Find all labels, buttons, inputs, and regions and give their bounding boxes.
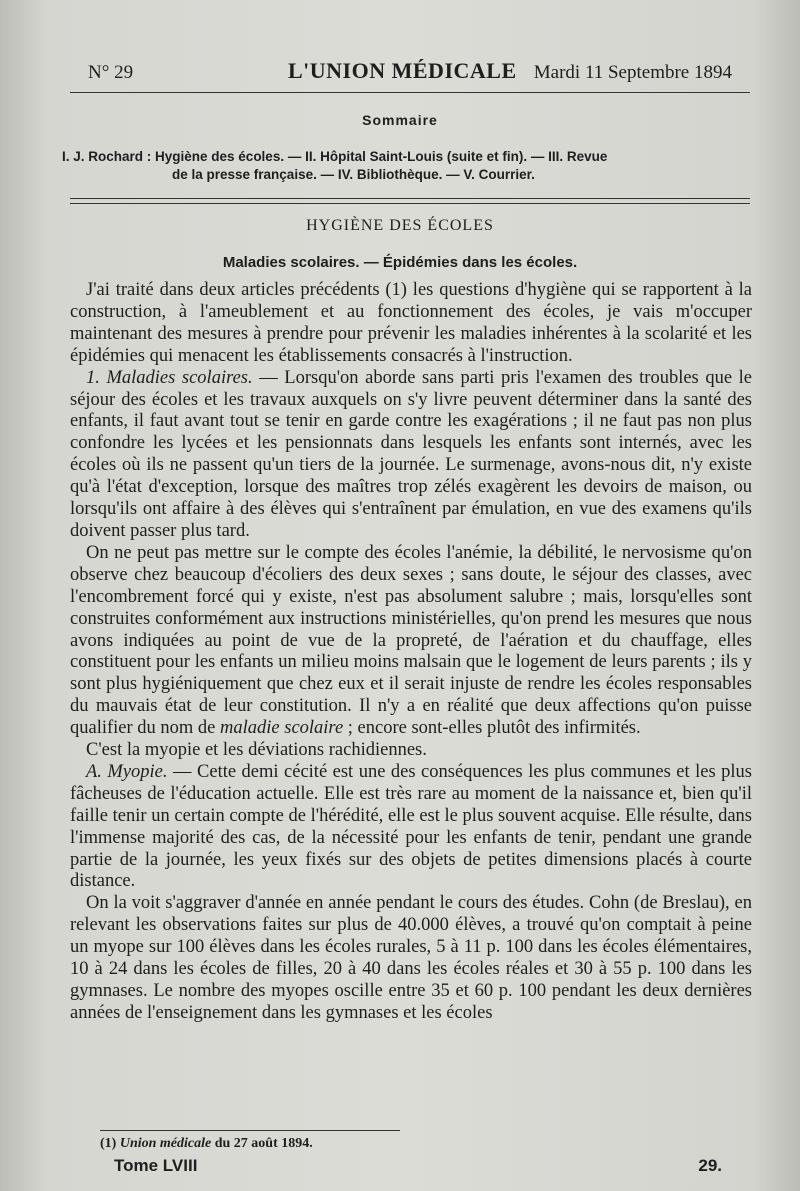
footnote-source: Union médicale — [119, 1136, 212, 1151]
running-head — [88, 58, 732, 88]
issue-number: N° 29 — [88, 62, 134, 83]
tome-label: Tome LVIII — [114, 1156, 198, 1175]
issue-date: Mardi 11 Septembre 1894 — [533, 62, 732, 83]
journal-title: L'UNION MÉDICALE — [288, 58, 517, 83]
paragraph-anemie — [70, 543, 752, 740]
term-maladie-scolaire: maladie scolaire — [220, 718, 344, 739]
sommaire-title: Sommaire — [362, 112, 438, 128]
section-title: HYGIÈNE DES ÉCOLES — [306, 217, 494, 234]
paragraph-cohn: On la voit s'aggraver d'année en année pendant le cours des études. Cohn (de Breslau), en relevant les observations faites sur plus de 40.000 élèves, a trouvé qu'on comptait à peine un myope sur 100 élèves dans les écoles rurales, 5 à 11 p. 100 dans les écoles élémentaires, 10 à 24 dans les écoles de filles, 20 à 40 dans les écoles réales et 30 à 55 p. 100 dans les gymnases. Le nombre des myopes oscille entre 35 et 60 p. 100 pendant les deux dernières années de l'enseignement dans les gymnases et les écoles — [70, 893, 752, 1023]
paragraph-intro: J'ai traité dans deux articles précédents (1) les questions d'hygiène qui se rapportent à la construction, à l'ameublement et au fonctionnement des écoles, je vais m'occuper maintenant des mesures à prendre pour prévenir les maladies inhérentes à la scolarité et les épidémies qui menacent les établissements consacrés à l'instruction. — [70, 280, 752, 366]
paragraph-maladies — [70, 368, 752, 543]
paragraph-anemie-end: ; encore sont-elles plutôt des infirmités. — [343, 718, 641, 739]
sommaire-contents — [62, 148, 738, 184]
section-subtitle: Maladies scolaires. — Épidémies dans les écoles. — [222, 254, 578, 271]
paragraph-myopie — [70, 762, 752, 893]
sommaire-rule-2 — [70, 203, 750, 204]
page-number: 29. — [698, 1156, 722, 1175]
paragraph-maladies-text: — Lorsqu'on aborde sans parti pris l'examen des troubles que le séjour des écoles et les travaux auxquels on s'y livre peuvent déterminer dans la santé des enfants, il faut avant tout se tenir en garde contre les exagérations ; il ne faut pas non plus confondre les lycées et les pensionnats dans lesquels les enfants sont internés, avec les écoles où ils ne passent qu'un tiers de la journée. Le surmenage, avons-nous dit, n'y existe qu'à l'état d'exception, lorsque des maîtres trop zélés exagèrent les devoirs de maison, ou lorsqu'ils ont affaire à des élèves qui s'entraînent par émulation, en vue des examens qu'ils doivent passer plus tard. — [70, 367, 752, 541]
footnote-mark: (1) — [100, 1136, 120, 1151]
sommaire-line-1: I. J. Rochard : Hygiène des écoles. — II. Hôpital Saint-Louis (suite et fin). — III. Revue — [62, 149, 608, 164]
paragraph-anemie-text: On ne peut pas mettre sur le compte des écoles l'anémie, la débilité, le nervosisme qu'on observe chez beaucoup d'écoliers des deux sexes ; sans doute, le séjour des classes, avec l'encombrement forcé qui y existe, n'est pas absolument salubre ; mais, lorsqu'elles sont construites conformément aux instructions ministérielles, qu'on prend les mesures que nous avons indiquées au point de vue de la propreté, de l'aération et du chauffage, elles constituent pour les enfants un milieu moins malsain que le logement de leurs parents ; ils y sont plus hygiéniquement que chez eux et il serait injuste de rendre les écoles responsables du mauvais état de leur constitution. Il n'y a en réalité que deux affections qu'on puisse qualifier du nom de — [70, 542, 752, 739]
sommaire-rule-1 — [70, 198, 750, 199]
sommaire-line-2: de la presse française. — IV. Bibliothèque. — V. Courrier. — [172, 167, 535, 182]
paragraph-myopie-text: — Cette demi cécité est une des conséquences les plus communes et les plus fâcheuses de l'éducation actuelle. Elle est très rare au moment de la naissance et, bien qu'il faille tenir un certain compte de l'hérédité, elle est le plus souvent acquise. Elle résulte, dans l'immense majorité des cas, de la nécessité pour les enfants de tenir, pendant une grande partie de la journée, les yeux fixés sur des objets de petites dimensions placés à courte distance. — [70, 761, 752, 892]
footnote-rule — [100, 1130, 400, 1131]
heading-maladies-scolaires: 1. Maladies scolaires. — [86, 367, 253, 388]
header-rule — [70, 92, 750, 93]
article-body — [70, 280, 752, 1025]
footnote-rest: du 27 août 1894. — [211, 1136, 313, 1151]
footnote — [100, 1136, 313, 1152]
heading-myopie: A. Myopie. — [86, 761, 168, 782]
paragraph-myopie-intro: C'est la myopie et les déviations rachidiennes. — [86, 740, 427, 761]
